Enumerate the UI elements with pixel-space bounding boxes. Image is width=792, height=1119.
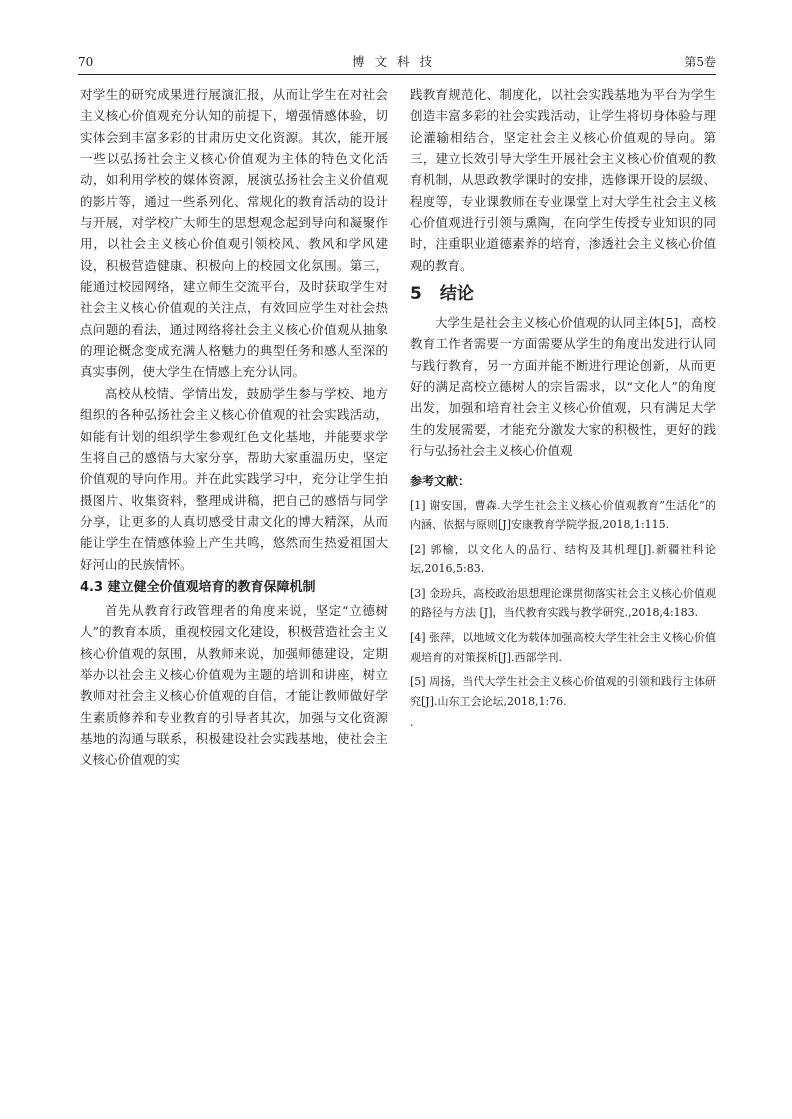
running-header (78, 52, 716, 74)
body-paragraph: 首先从教育行政管理者的角度来说，坚定“立德树人”的教育本质，重视校园文化建设，积极营造社会主义核心价值观的氛围，从教师来说，加强师德建设，定期举办以社会主义核心价值观为主题的培训和讲座，树立教师对社会主义核心价值观的自信，才能让教师做好学生素质修养和专业教育的引导者其次，加强与文化资源基地的沟通与联系，积极建设社会实践基地，使社会主义核心价值观的实 (80, 602, 388, 768)
reference-item: [4] 张萍，以地域文化为载体加强高校大学生社会主义核心价值观培育的对策探析[J].西部学刊. (410, 631, 716, 664)
reference-item: [2] 郭榆，以文化人的品行、结构及其机理[J].新疆社科论坛,2016,5:83. (410, 542, 716, 576)
references-heading: 参考文献： (410, 473, 471, 488)
journal-title: 博文科技 (351, 54, 442, 69)
body-paragraph: 高校从校情、学情出发，鼓励学生参与学校、地方组织的各种弘扬社会主义核心价值观的社会实践活动，如能有计划的组织学生参观红色文化基地，并能要求学生将自己的感悟与大家分享，帮助大家重温历史，坚定价值观的导向作用。并在此实践学习中，充分让学生拍摄图片、收集资料，整理成讲稿，把自己的感悟与同学分享，让更多的人真切感受甘肃文化的博大精深，从而能让学生在情感体验上产生共鸣，悠然而生热爱祖国大好河山的民族情怀。 (80, 385, 388, 572)
reference-item: [3] 金玢兵，高校政治思想理论课贯彻落实社会主义核心价值观的路径与方法 [J]，当代教育实践与教学研究.,2018,4:183. (410, 586, 716, 620)
volume-label: 第5卷 (684, 55, 716, 69)
reference-item: [5] 周扬，当代大学生社会主义核心价值观的引领和践行主体研究[J].山东工会论坛,2018,1:76. (410, 675, 716, 708)
reference-item: [1] 谢安国，曹森.大学生社会主义核心价值观教育”生活化”的内涵、依据与原则[J]安康教育学院学报,2018,1:115. (410, 498, 716, 532)
section-number: 5 (410, 284, 422, 305)
right-column (410, 84, 716, 730)
left-column (80, 84, 388, 771)
references-list (410, 496, 716, 731)
body-paragraph: 对学生的研究成果进行展演汇报，从而让学生在对社会主义核心价值观充分认知的前提下，增强情感体验，切实体会到丰富多彩的甘肃历史文化资源。其次，能开展一些以弘扬社会主义核心价值观为主体的特色文化活动，如利用学校的媒体资源，展演弘扬社会主义价值观的影片等，通过一些系列化、常规化的教育活动的设计与开展，对学校广大师生的思想观念起到导向和凝聚作用，以社会主义核心价值观引领校风、教风和学风建设，积极营造健康、积极向上的校园文化氛围。第三，能通过校园网络，建立师生交流平台，及时获取学生对社会主义核心价值观的关注点，有效回应学生对社会热点问题的看法，通过网络将社会主义核心价值观从抽象的理论概念变成充满人格魅力的典型任务和感人至深的真实事例，使大学生在情感上充分认同。 (80, 87, 388, 380)
section-heading-5 (410, 282, 716, 306)
header-rule (78, 74, 716, 75)
page-number: 70 (78, 55, 94, 69)
body-paragraph: 大学生是社会主义核心价值观的认同主体[5]，高校教育工作者需要一方面需要从学生的角度出发进行认同与践行教育，另一方面并能不断进行理论创新，从而更好的满足高校立德树人的宗旨需求，以“文化人”的角度出发，加强和培育社会主义核心价值观，只有满足大学生的发展需要，才能充分激发大家的积极性，更好的践行与弘扬社会主义核心价值观 (410, 315, 716, 459)
section-heading-4-3: 4.3 建立健全价值观培育的教育保障机制 (80, 579, 316, 595)
body-paragraph: 践教育规范化、制度化，以社会实践基地为平台为学生创造丰富多彩的社会实践活动，让学生将切身体验与理论灌输相结合，坚定社会主义核心价值观的导向。第三，建立长效引导大学生开展社会主义核心价值观的教育机制，从思政教学课时的安排，选修课开设的层级、程度等，专业课教师在专业课堂上对大学生社会主义核心价值观进行引领与熏陶，在向学生传授专业知识的同时，注重职业道德素养的培育，渗透社会主义核心价值观的教育。 (410, 87, 716, 273)
section-title: 结论 (439, 284, 474, 305)
trailing-mark: . (410, 716, 414, 730)
